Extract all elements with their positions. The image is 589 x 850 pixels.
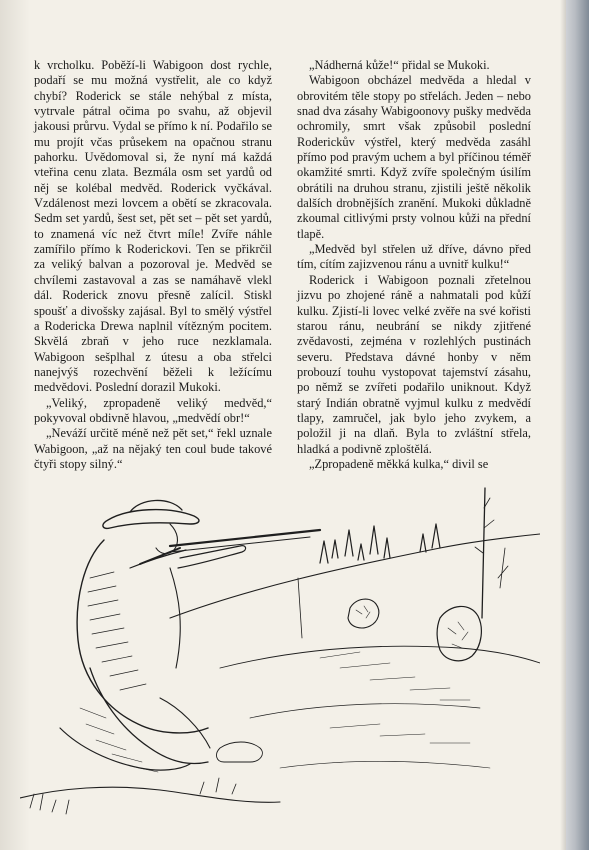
book-edge	[566, 0, 589, 850]
right-text-column	[297, 58, 531, 472]
left-text-column	[34, 58, 272, 472]
right-paragraph-3: „Medvěd byl střelen už dříve, dávno před tím, cítím zajizvenou ránu a uvnitř kulku!“	[297, 242, 531, 272]
right-paragraph-4: Roderick i Wabigoon poznali zřetelnou jizvu po zhojené ráně a nahmatali pod kůží kulku. Zjistí-li lovec velké zvěře na své kořisti starou ránu, neubrání se nikdy zjitřené zvědavosti, zejména v rozlehlých pustinách severu. Představa dávné honby v něm probouzí touhu vystopovat tajemství zásahu, po němž se zvířeti podařilo uniknout. Když starý Indián obratně vyjmul kulku z medvědí tlapy, zamručel, jak bylo jeho zvykem, a položil ji na dlaň. Byla to zvláštní střela, hladká a podivně zploštělá.	[297, 272, 531, 456]
left-paragraph-3: „Neváží určitě méně než pět set,“ řekl uznale Wabigoon, „až na nějaký ten coul bude takové čtyři stopy silný.“	[34, 426, 272, 471]
left-paragraph-2: „Veliký, zpropadeně veliký medvěd,“ pokyvoval obdivně hlavou, „medvědí obr!“	[34, 395, 272, 425]
right-paragraph-1: „Nádherná kůže!“ přidal se Mukoki.	[309, 58, 490, 72]
hunter-aiming-rifle-illustration	[20, 468, 540, 828]
right-paragraph-5: „Zpropadeně měkká kulka,“ divil se	[309, 456, 489, 471]
left-paragraph-1: k vrcholku. Poběží-li Wabigoon dost rychle, podaří se mu možná vystřelit, ale co když chybí? Roderick se stále nehýbal z místa, vytrvale pátral očima po svahu, až objevil jakousi průrvu. Vydal se přímo k ní. Podařilo se mu projít včas průsekem na opačnou stranu pahorku. Uvědomoval si, že nyní má každá vteřina cenu zlata. Bezmála osm set yardů od něj se kolébal medvěd. Roderick vyčkával. Vzdálenost mezi lovcem a obětí se zkracovala. Sedm set yardů, šest set, pět set – pět set yardů, to znamená víc než čtvrt míle! Zvíře náhle zamířilo přímo k Roderickovi. Ten se přikrčil za veliký balvan a pozoroval je. Medvěd se chvílemi zastavoval a zas se namáhavě vlekl dál. Roderick znovu přesně zalícil. Stiskl spoušť a divošsky zajásal. Byl to smělý výstřel a Rodericka Drewa naplnil vítězným pocitem. Skvělá zbraň v jeho ruce nezklamala. Wabigoon sešplhal z útesu a oba střelci nanejvýš rozechvění běželi k ležícímu medvědovi. Poslední dorazil Mukoki.	[34, 58, 272, 395]
right-paragraph-2: Wabigoon obcházel medvěda a hledal v obrovitém těle stopy po střelách. Jeden – nebo snad dva zásahy Wabigoonovy pušky medvěda ochromily, smrt však způsobil poslední Roderickův výstřel, který medvěda zasáhl přímo pod pravým uchem a byl příčinou téměř okamžité smrti. Když zvíře společným úsilím obrátili na druhou stranu, zjistili ještě několik dalších drobnějších zranění. Mukoki důkladně zkoumal citlivými prsty volnou kůži na přední tlapě.	[297, 73, 531, 241]
